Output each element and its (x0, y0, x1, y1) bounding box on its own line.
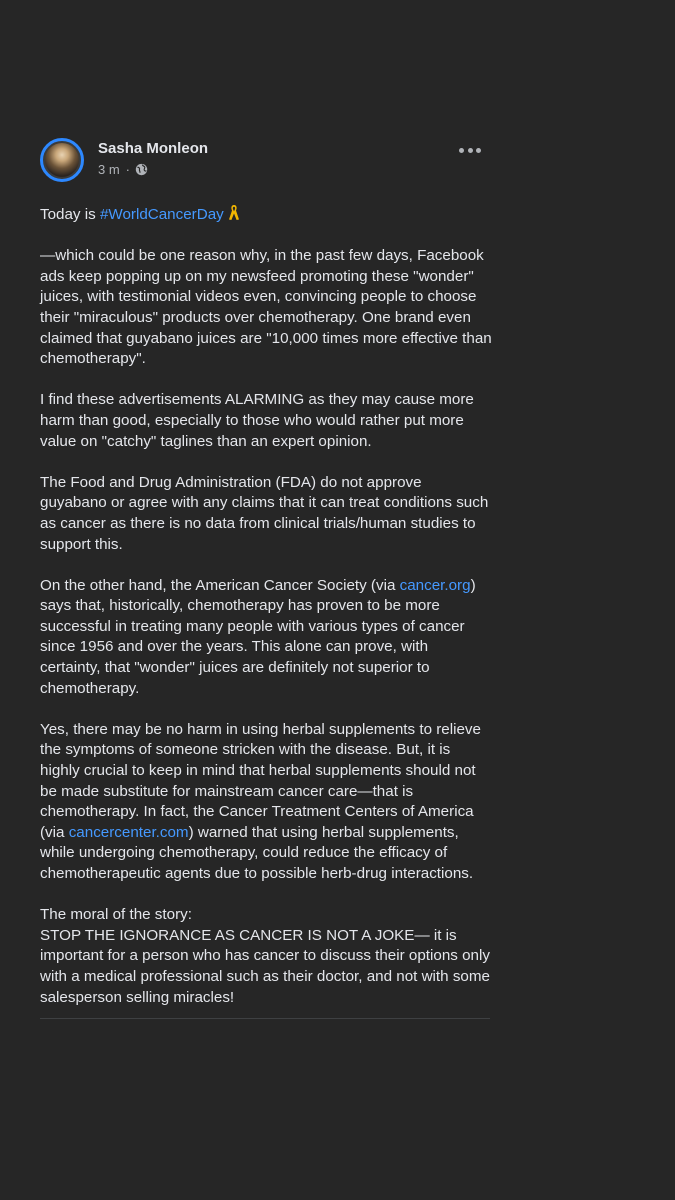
paragraph-wonder-juices: —which could be one reason why, in the past few days, Facebook ads keep popping up on my newsfeed promoting these "wonder" juices, with testimonial videos even, convincing people to choose their "miraculous" products over chemotherapy. One brand even claimed that guyabano juices are "10,000 times more effective than chemotherapy". (40, 247, 492, 368)
herbal-text-before: Yes, there may be no harm in using herbal supplements to relieve the symptoms of someone stricken with the disease. But, it is highly crucial to keep in mind that herbal supplements should not be made substitute for mainstream cancer care—that is chemotherapy. In fact, the Cancer Treatment Centers of America (via (40, 720, 481, 841)
post-divider (40, 1018, 490, 1019)
cancer-org-link[interactable]: cancer.org (399, 576, 471, 594)
paragraph-moral (40, 905, 492, 1008)
paragraph-alarming: I find these advertisements ALARMING as they may cause more harm than good, especially to those who would rather put more value on "catchy" taglines than an expert opinion. (40, 391, 474, 450)
paragraph-intro (40, 204, 492, 226)
post-header (40, 137, 492, 189)
meta-separator: · (125, 162, 131, 177)
post-timestamp[interactable]: 3 m (98, 162, 120, 177)
more-dot (476, 148, 481, 153)
more-options-icon[interactable] (459, 146, 481, 154)
facebook-post (40, 137, 492, 1019)
more-dot (468, 148, 473, 153)
post-body (40, 204, 492, 1008)
profile-photo (45, 143, 79, 177)
post-meta (98, 162, 148, 177)
moral-heading: The moral of the story: (40, 906, 192, 924)
paragraph-herbal (40, 720, 492, 885)
author-avatar[interactable] (40, 138, 84, 182)
hashtag-link[interactable]: #WorldCancerDay (99, 206, 224, 223)
herbal-text-after: ) warned that using herbal supplements, while undergoing chemotherapy, could reduce the efficacy of chemotherapeutic agents due to possible herb-drug interactions. (40, 823, 474, 882)
more-dot (459, 148, 464, 153)
paragraph-acs (40, 576, 492, 700)
author-name[interactable]: Sasha Monleon (98, 140, 209, 157)
acs-text-before: On the other hand, the American Cancer Society (via (40, 576, 400, 594)
intro-text: Today is (40, 206, 100, 223)
paragraph-fda: The Food and Drug Administration (FDA) do not approve guyabano or agree with any claims that it can treat conditions such as cancer as there is no data from clinical trials/human studies to support this. (40, 473, 489, 553)
moral-text: STOP THE IGNORANCE AS CANCER IS NOT A JOKE— it is important for a person who has cancer to discuss their options only with a medical professional such as their doctor, and not with some salesperson selling miracles! (40, 926, 490, 1006)
acs-text-after: ) says that, historically, chemotherapy has proven to be more successful in treating many people with various types of cancer since 1956 and over the years. This alone can prove, with certainty, that "wonder" juices are definitely not superior to chemotherapy. (40, 576, 476, 697)
cancercenter-link[interactable]: cancercenter.com (68, 823, 189, 841)
yellow-ribbon-icon (228, 204, 240, 221)
globe-icon[interactable] (135, 163, 148, 176)
